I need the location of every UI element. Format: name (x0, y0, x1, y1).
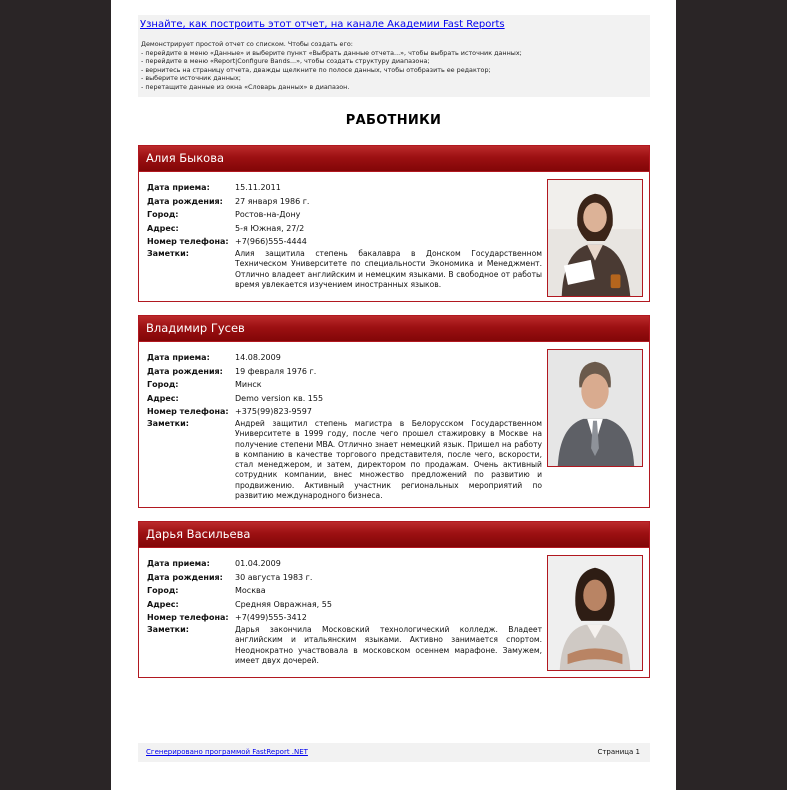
info-line: - перетащите данные из окна «Словарь данных» в диапазон. (141, 82, 350, 91)
info-box (138, 15, 650, 97)
report-title: РАБОТНИКИ (345, 113, 442, 128)
hire-date-label: Дата приема: (147, 183, 210, 192)
hire-date-label: Дата приема: (147, 559, 210, 568)
info-line: - перейдите в меню «Данные» и выберите пункт «Выбрать данные отчета...», чтобы выбрать источник данных; (141, 48, 522, 57)
employee-name: Владимир Гусев (139, 316, 649, 342)
birth-date-label: Дата рождения: (147, 196, 223, 206)
phone-label: Номер телефона: (147, 613, 229, 623)
employee-fields (147, 351, 543, 501)
city-value: Москва (235, 586, 266, 596)
academy-link[interactable]: Узнайте, как построить этот отчет, на канале Академии Fast Reports (140, 19, 505, 30)
birth-date-label: Дата рождения: (147, 366, 223, 376)
report-page (111, 0, 676, 790)
info-instructions (141, 40, 651, 92)
info-line: - выберите источник данных; (141, 74, 241, 83)
address-label: Адрес: (147, 223, 179, 233)
man-portrait-icon (547, 349, 643, 467)
city-value: Ростов-на-Дону (235, 210, 301, 220)
phone-value: +7(966)555-4444 (235, 237, 307, 247)
generated-by-link[interactable]: Сгенерировано программой FastReport .NET (146, 748, 308, 756)
hire-date-value: 15.11.2011 (235, 183, 281, 192)
birth-date-value: 27 января 1986 г. (235, 196, 310, 206)
phone-value: +375(99)823-9597 (235, 407, 312, 417)
notes-label: Заметки: (147, 418, 189, 428)
info-line: - перейдите в меню «Report|Configure Bands...», чтобы создать структуру диапазона; (141, 57, 430, 66)
birth-date-label: Дата рождения: (147, 572, 223, 582)
employee-card (138, 521, 650, 678)
hire-date-value: 01.04.2009 (235, 559, 281, 568)
phone-label: Номер телефона: (147, 407, 229, 417)
address-label: Адрес: (147, 393, 179, 403)
phone-value: +7(499)555-3412 (235, 613, 307, 623)
info-line: Демонстрирует простой отчет со списком. Чтобы создать его: (141, 40, 353, 48)
employee-fields (147, 181, 543, 290)
info-line: - вернитесь на страницу отчета, дважды щелкните по полосе данных, чтобы отобразить ее редактор; (141, 65, 491, 74)
employee-card (138, 145, 650, 302)
city-label: Город: (147, 210, 179, 220)
notes-value: Дарья закончила Московский технологический колледж. Владеет английским и итальянским языками. Активно занимается спортом. Неоднократно участвовала в московском осеннем марафоне. Замужем, имеет двух дочерей. (235, 624, 542, 665)
notes-value: Андрей защитил степень магистра в Белорусском Государственном Университете в 1999 году, после чего прошел стажировку в Москве на получение степени MBA. Отлично знает немецкий язык. Пришел на работу в компанию в качестве торгового представителя, после чего, вскорости, стал менеджером, и затем, директором по продажам. Очень активный сотрудник компании, внес множество предложений по развитию и продвижению. Активный участник региональных мероприятий по развитию международного бизнеса. (235, 418, 542, 501)
notes-label: Заметки: (147, 248, 189, 258)
birth-date-value: 30 августа 1983 г. (235, 572, 313, 582)
address-value: 5-я Южная, 27/2 (235, 223, 305, 233)
employee-name: Дарья Васильева (139, 522, 649, 548)
notes-value: Алия защитила степень бакалавра в Донском Государственном Техническом Университете по специальности Экономика и Менеджмент. Отлично владеет английским и немецким языками. В свободное от работы время увлекается изучением иностранных языков. (235, 248, 542, 289)
notes-label: Заметки: (147, 624, 189, 634)
hire-date-label: Дата приема: (147, 353, 210, 362)
woman-portrait-icon (547, 555, 643, 671)
employee-name: Алия Быкова (139, 146, 649, 172)
phone-label: Номер телефона: (147, 237, 229, 247)
page-footer (138, 743, 650, 762)
birth-date-value: 19 февраля 1976 г. (235, 366, 317, 376)
city-label: Город: (147, 380, 179, 390)
address-value: Средняя Овражная, 55 (235, 599, 332, 609)
employee-fields (147, 557, 543, 666)
address-label: Адрес: (147, 599, 179, 609)
employee-card (138, 315, 650, 508)
city-value: Минск (235, 380, 262, 390)
woman-portrait-icon (547, 179, 643, 297)
hire-date-value: 14.08.2009 (235, 353, 281, 362)
address-value: Demo version кв. 155 (235, 393, 324, 403)
city-label: Город: (147, 586, 179, 596)
page-number: Страница 1 (597, 748, 640, 756)
